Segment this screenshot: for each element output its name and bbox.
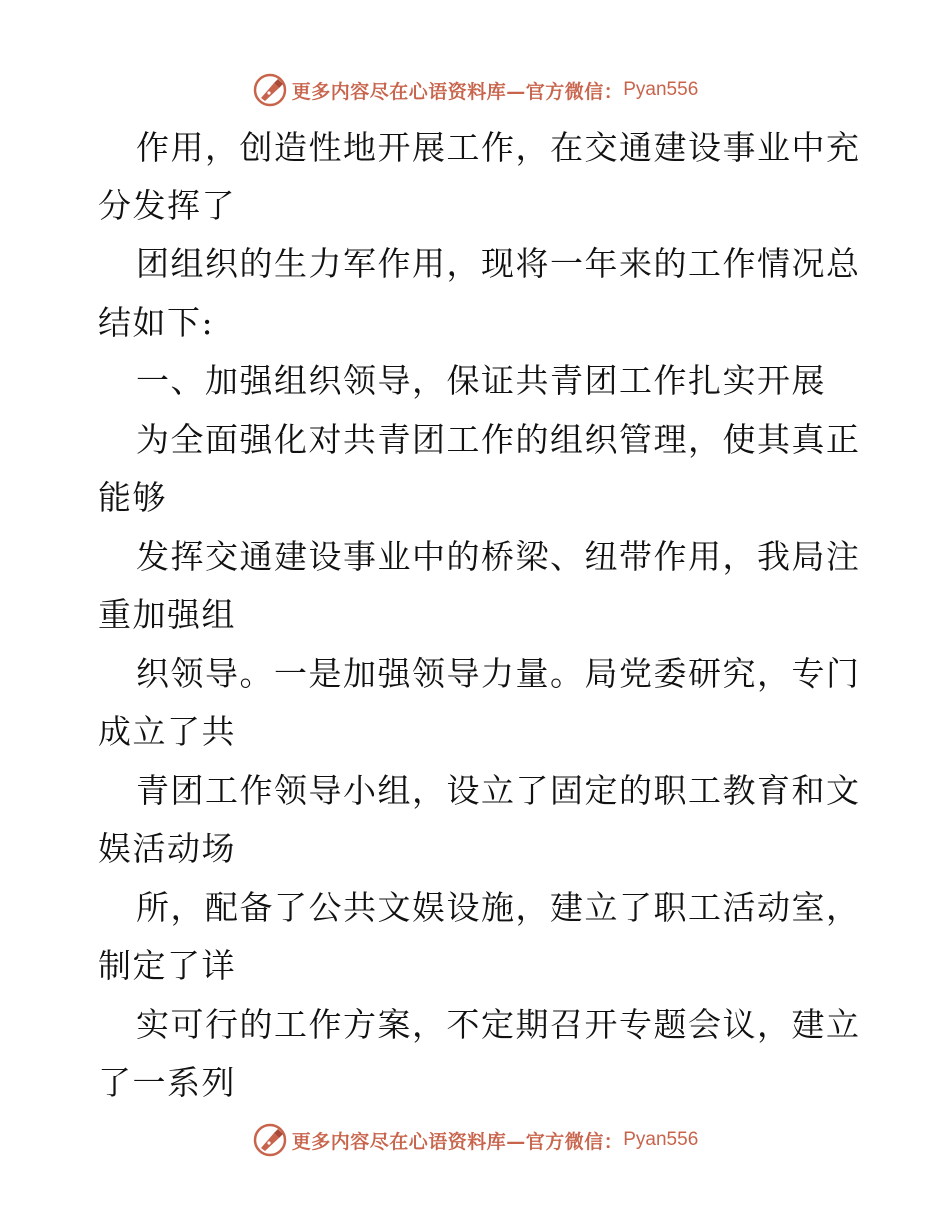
body-line: 制定了详 (98, 946, 236, 985)
body-line: 实可行的工作方案，不定期召开专题会议，建立 (136, 1005, 861, 1044)
body-line: 能够 (98, 478, 167, 517)
body-line: 娱活动场 (98, 829, 236, 868)
body-line: 团组织的生力军作用，现将一年来的工作情况总 (136, 244, 861, 283)
body-line: 了一系列 (98, 1063, 236, 1102)
body-line: 发挥交通建设事业中的桥梁、纽带作用，我局注 (136, 537, 861, 576)
body-line: 结如下: (98, 303, 215, 342)
body-line: 青团工作领导小组，设立了固定的职工教育和文 (136, 771, 861, 810)
pen-nib-logo-icon (252, 1122, 288, 1158)
watermark-wechat-id: Pyan556 (623, 1129, 699, 1150)
watermark-text: 更多内容尽在心语资料库—官方微信： (291, 1130, 624, 1153)
body-line: 所，配备了公共文娱设施，建立了职工活动室， (136, 888, 861, 927)
footer-watermark (0, 1118, 950, 1162)
watermark-wechat-id: Pyan556 (623, 79, 699, 100)
body-line: 为全面强化对共青团工作的组织管理，使其真正 (136, 420, 861, 459)
section-heading: 一、加强组织领导，保证共青团工作扎实开展 (136, 361, 826, 400)
body-line: 织领导。一是加强领导力量。局党委研究，专门 (136, 654, 861, 693)
watermark-text: 更多内容尽在心语资料库—官方微信： (291, 80, 624, 103)
body-line: 重加强组 (98, 595, 236, 634)
body-line: 成立了共 (98, 712, 236, 751)
body-line: 作用，创造性地开展工作，在交通建设事业中充 (136, 128, 861, 167)
body-line: 分发挥了 (98, 186, 236, 225)
